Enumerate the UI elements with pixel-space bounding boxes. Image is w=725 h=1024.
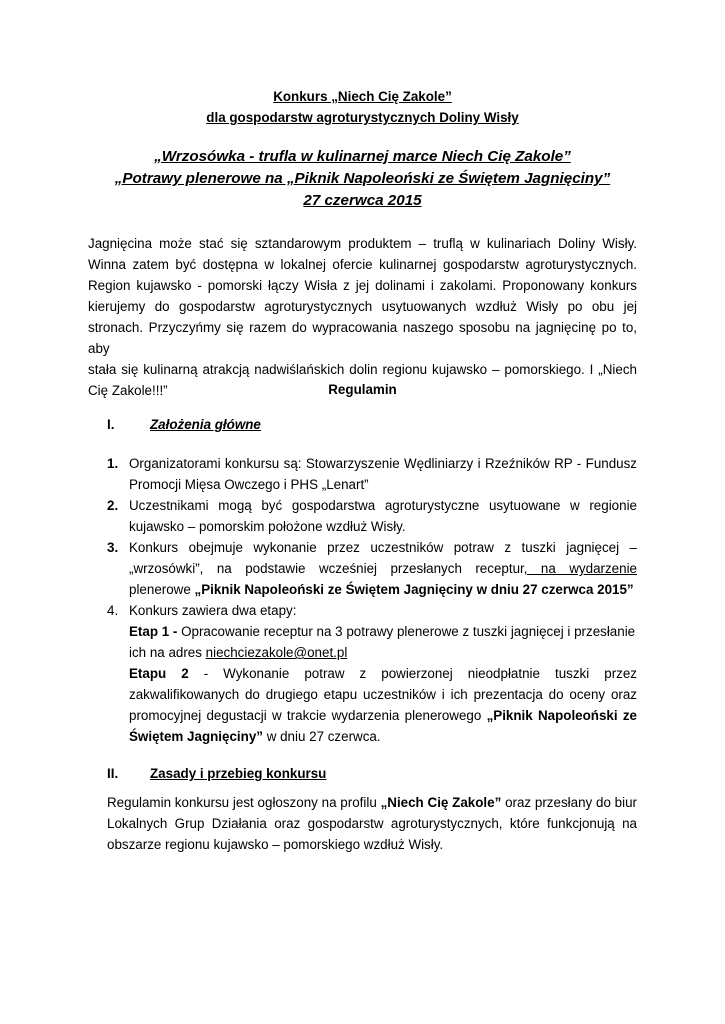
section-1-number: I. <box>107 417 115 432</box>
email-link[interactable]: niechciezakole@onet.pl <box>205 645 348 660</box>
etap-2-line <box>129 705 637 726</box>
intro-line: stała się kulinarną atrakcją nadwiślańskich dolin regionu kujawsko – pomorskiego. I „Niech <box>88 362 637 377</box>
intro-line: stronach. Przyczyńmy się razem do wypracowania naszego sposobu na jagnięcinę po to, aby <box>88 320 637 356</box>
etap-1-text: Opracowanie receptur na 3 potrawy plenerowe z tuszki jagnięcej i przesłanie <box>177 624 636 639</box>
etap-1-text: ich na adres <box>129 645 206 660</box>
intro-line: Region kujawsko - pomorski łączy Wisła z jej dolinami i zakolami. Proponowany konkurs <box>88 278 637 293</box>
section-1-title: Założenia główne <box>150 417 261 432</box>
list-item-number: 3. <box>107 540 119 555</box>
title-date: 27 czerwca 2015 <box>303 192 422 209</box>
title-line-1: „Wrzosówka - trufla w kulinarnej marce Niech Cię Zakole” <box>154 148 571 165</box>
etap-2-label: Etapu 2 <box>129 666 189 681</box>
list-item-text: Promocji Mięsa Owczego i PHS „Lenart” <box>129 477 369 492</box>
list-item-text: Konkurs zawiera dwa etapy: <box>129 603 297 618</box>
section-2-line: Lokalnych Grup Działania oraz gospodarstw agroturystycznych, które funkcjonują na <box>107 816 637 831</box>
intro-line: Winna zatem być dostępna w lokalnej ofercie kulinarnej gospodarstw agroturystycznych. <box>88 257 637 272</box>
section-2-line <box>107 792 637 813</box>
header-line-1: Konkurs „Niech Cię Zakole” <box>273 89 452 104</box>
etap-1-line <box>129 621 637 642</box>
section-2-number: II. <box>107 766 119 781</box>
intro-line: Cię Zakole!!!” <box>88 383 168 398</box>
list-item-number: 1. <box>107 456 119 471</box>
event-name: „Piknik Napoleoński ze Świętem Jagnięciny w dniu 27 czerwca 2015” <box>194 582 634 597</box>
section-2-paragraph <box>107 792 637 855</box>
etap-1-line <box>129 642 637 663</box>
etap-2-line <box>129 726 637 747</box>
list-item-number: 4. <box>107 603 119 618</box>
section-2-title: Zasady i przebieg konkursu <box>150 766 327 781</box>
list-item <box>107 495 637 537</box>
list-item-number: 2. <box>107 498 119 513</box>
section-2-line: obszarze regionu kujawsko – pomorskiego wzdłuż Wisły. <box>107 837 444 852</box>
list-item-text-part: „wrzosówki”, na podstawie wcześniej przesłanych receptur <box>129 561 524 576</box>
list-item <box>107 600 637 747</box>
list-item-text: Uczestnikami mogą być gospodarstwa agroturystyczne usytuowane w regionie <box>129 498 637 513</box>
section-1-list <box>107 453 637 747</box>
intro-line: Jagnięcina może stać się sztandarowym produktem – truflą w kulinariach Doliny Wisły. <box>88 236 637 251</box>
list-item-text <box>129 558 637 579</box>
list-item <box>107 453 637 495</box>
list-item-text: kujawsko – pomorskim położone wzdłuż Wisły. <box>129 519 406 534</box>
event-name: Świętem Jagnięciny” <box>129 729 263 744</box>
etap-2-text: w dniu 27 czerwca. <box>262 729 381 744</box>
list-item-text: Organizatorami konkursu są: Stowarzyszenie Wędliniarzy i Rzeźników RP - Fundusz <box>129 456 637 471</box>
profile-name: „Niech Cię Zakole” <box>380 795 502 810</box>
header-line-2: dla gospodarstw agroturystycznych Doliny Wisły <box>206 110 519 125</box>
list-item <box>107 537 637 600</box>
list-item-text: Konkurs obejmuje wykonanie przez uczestników potraw z tuszki jagnięcej – <box>129 540 637 555</box>
title-line-2: „Potrawy plenerowe na „Piknik Napoleoński ze Świętem Jagnięciny” <box>114 170 611 187</box>
event-name: „Piknik Napoleoński ze <box>486 708 637 723</box>
etap-1-label: Etap 1 - <box>129 624 178 639</box>
etap-2-text: zakwalifikowanych do drugiego etapu uczestników i ich prezentacja do oceny oraz <box>129 687 637 702</box>
list-item-text <box>129 579 637 600</box>
section-2-text: Regulamin konkursu jest ogłoszony na profilu <box>107 795 381 810</box>
etap-2-text: - Wykonanie potraw z powierzonej nieodpłatnie tuszki przez <box>188 666 637 681</box>
etap-2-line <box>129 663 637 684</box>
etap-2-text: promocyjnej degustacji w trakcie wydarzenia plenerowego <box>129 708 487 723</box>
list-item-text-part: , na wydarzenie <box>523 561 637 576</box>
regulamin-heading: Regulamin <box>328 382 397 397</box>
intro-line: kierujemy do gospodarstw agroturystycznych usytuowanych wzdłuż Wisły po obu jej <box>88 299 637 314</box>
list-item-text-part: plenerowe <box>129 582 195 597</box>
intro-paragraph <box>88 233 637 401</box>
section-2-text: oraz przesłany do biur <box>501 795 638 810</box>
